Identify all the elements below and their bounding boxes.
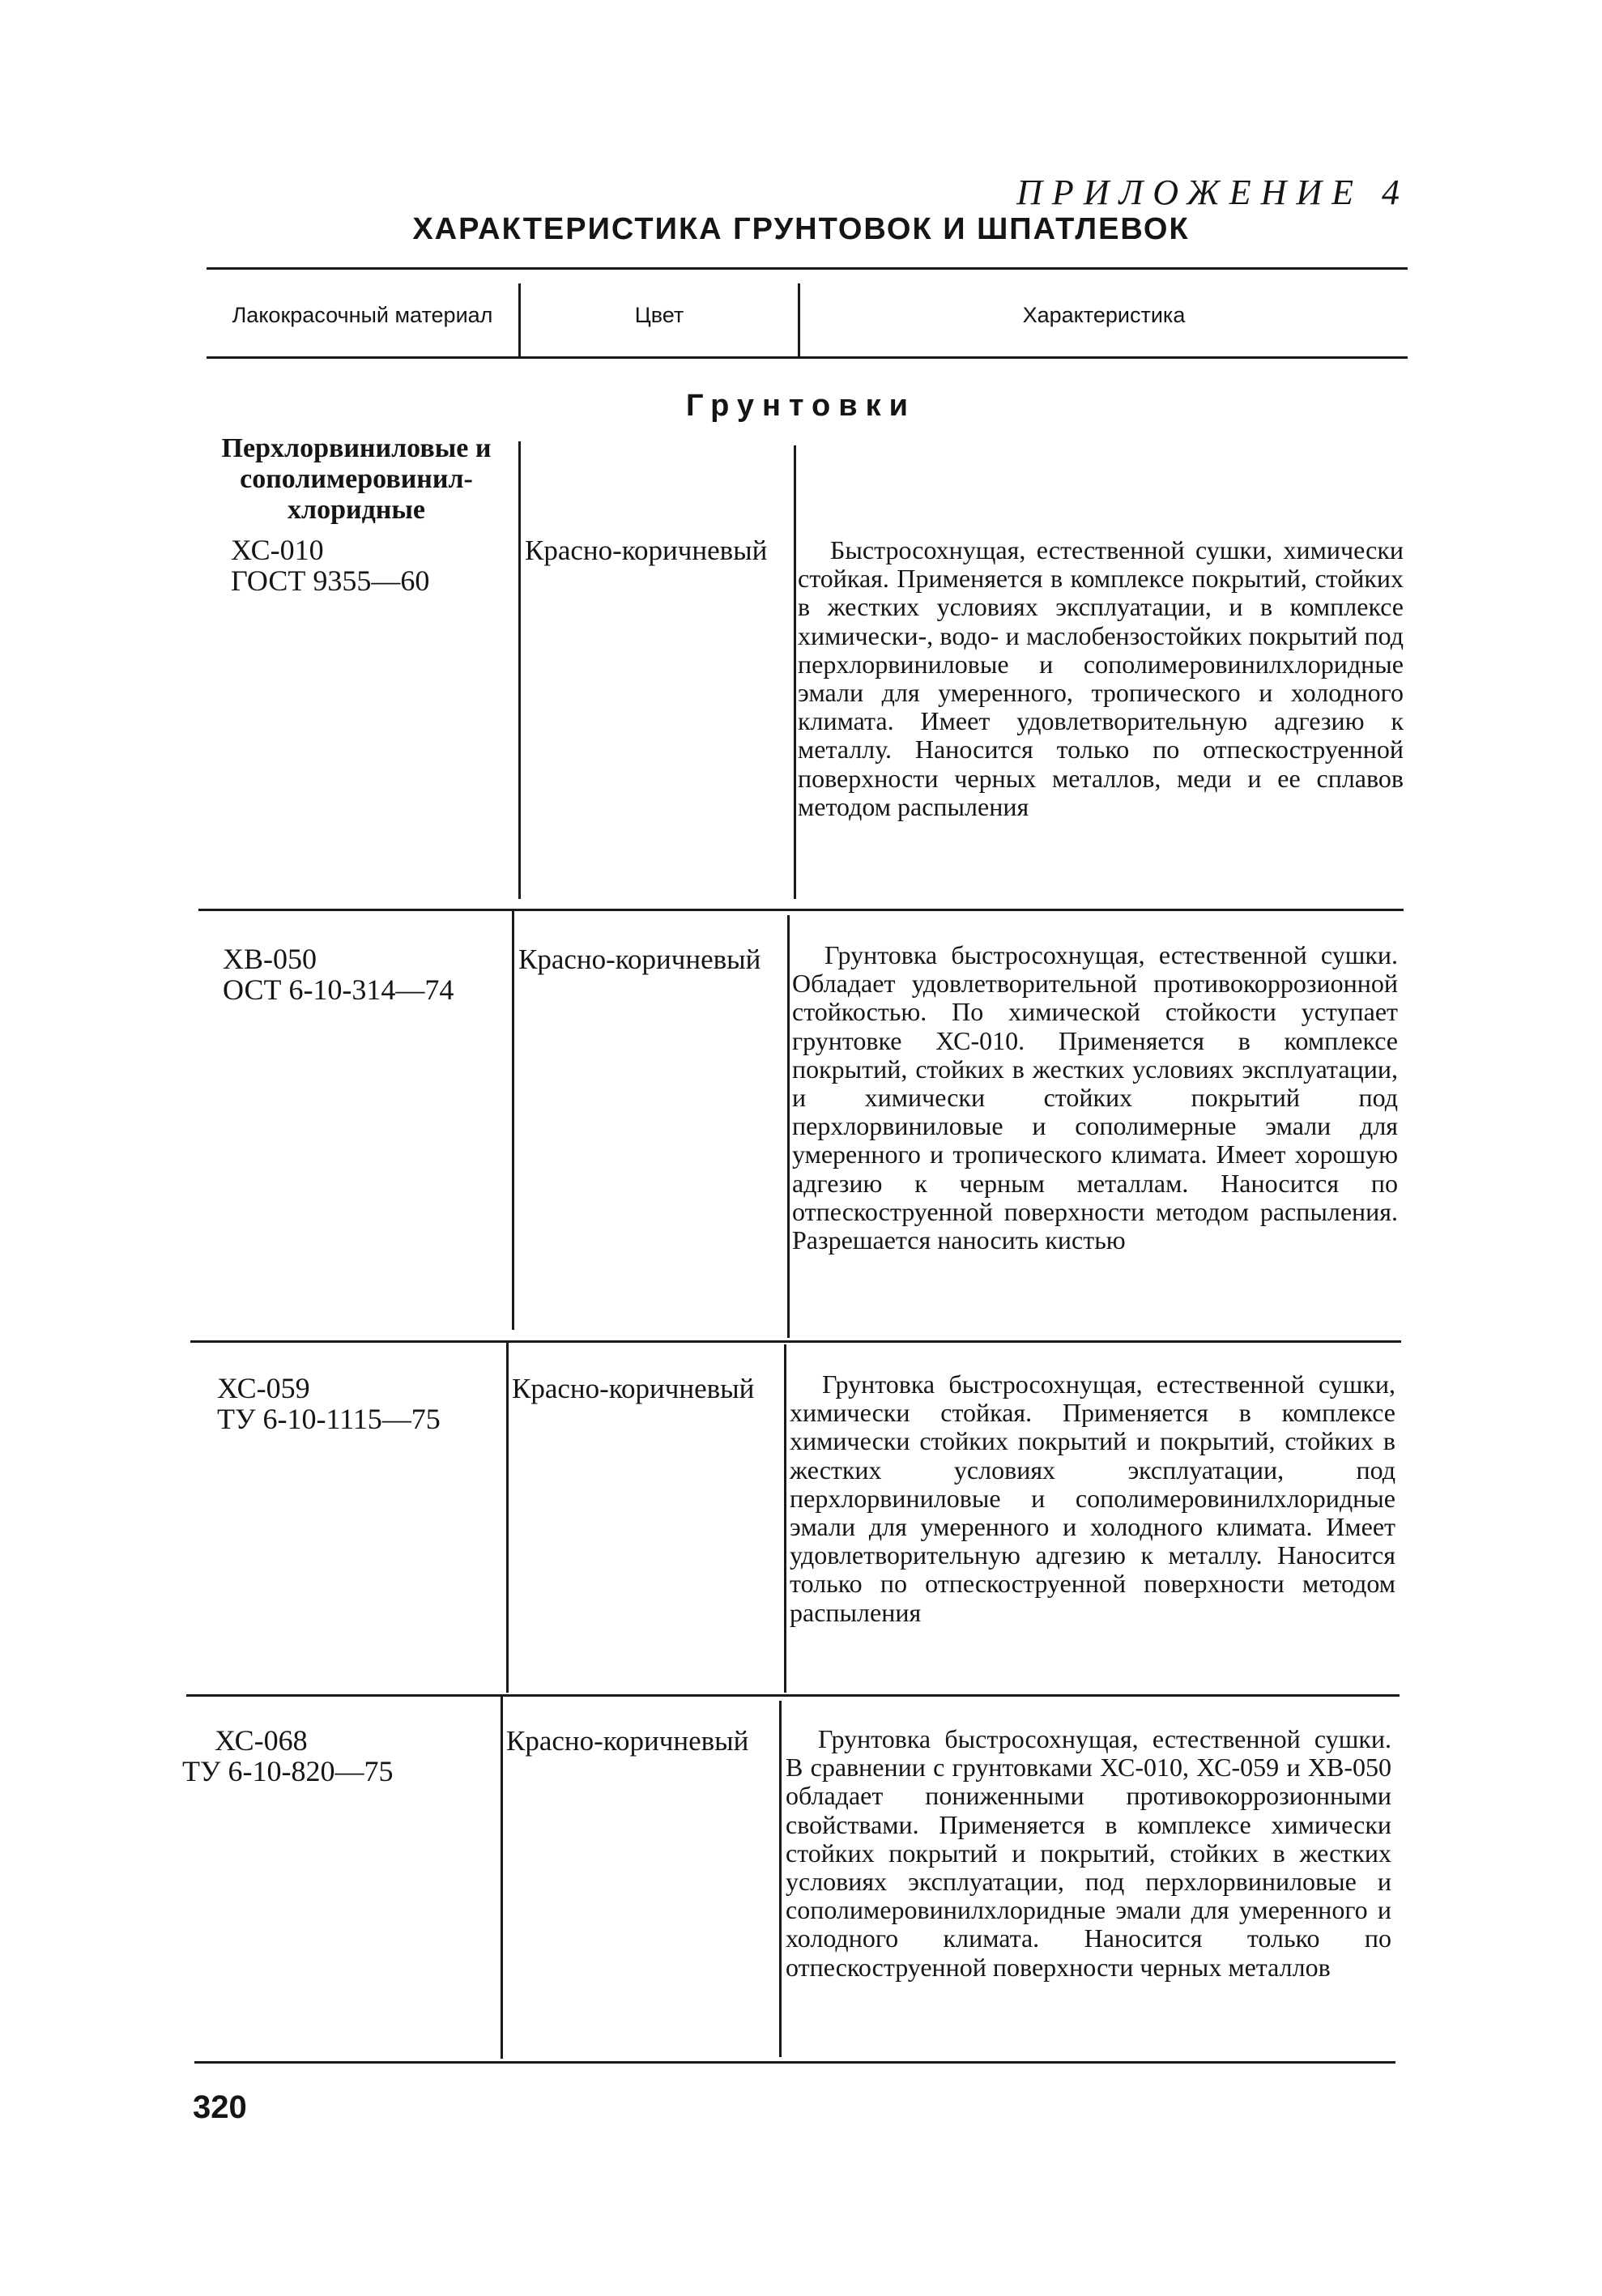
row4-divider-2 [779, 1701, 782, 2057]
row-color: Красно-коричневый [512, 1373, 755, 1404]
table-row-material [223, 944, 454, 1005]
header-material: Лакокрасочный материал [232, 303, 493, 327]
table-row-material [182, 1725, 393, 1787]
document-title: ХАРАКТЕРИСТИКА ГРУНТОВОК И ШПАТЛЕВОК [412, 212, 1190, 246]
row3-divider-1 [506, 1340, 509, 1693]
header-characteristic: Характеристика [1022, 303, 1186, 327]
row2-divider-1 [512, 909, 514, 1330]
appendix-label: ПРИЛОЖЕНИЕ 4 [1016, 173, 1409, 212]
material-standard: ГОСТ 9355—60 [231, 564, 430, 597]
page-number: 320 [193, 2089, 247, 2125]
table-top-rule [207, 267, 1408, 270]
header-color: Цвет [634, 303, 684, 327]
table-bottom-rule [194, 2061, 1395, 2064]
material-name: ХВ-050 [223, 943, 317, 975]
group-label: Перхлорвиниловые и сополимеровинил-хлоридные [221, 433, 492, 525]
row-description [792, 941, 1398, 1254]
description-text: Грунтовка быстросохнущая, естественной сушки. В сравнении с грунтовками ХС-010, ХС-059 и ХВ-050 обладает пониженными противокоррозионными свойствами. Применяется в комплексе химически стойких покрытий и покрытий, стойких в жестких условиях эксплуатации, под перхлорвиниловые и сополимеровинилхлоридные эмали для умеренного и холодного климата. Наносится только по отпескоструенной поверхности черных металлов [786, 1724, 1391, 1982]
material-standard: ТУ 6-10-1115—75 [217, 1403, 441, 1435]
section-title: Грунтовки [686, 389, 916, 423]
row-description [798, 536, 1404, 821]
header-bottom-rule [207, 356, 1408, 359]
row-description [790, 1370, 1395, 1627]
material-standard: ОСТ 6-10-314—74 [223, 973, 454, 1006]
row3-divider-2 [784, 1344, 786, 1693]
description-text: Грунтовка быстросохнущая, естественной сушки, химически стойкая. Применяется в комплексе химически стойких покрытий и покрытий, стойких в жестких условиях эксплуатации, под перхлорвиниловые и сополимеровинилхлоридные эмали для умеренного и холодного климата. Имеет удовлетворительную адгезию к металлу. Наносится только по отпескоструенной поверхности методом распыления [790, 1370, 1395, 1627]
material-name: ХС-010 [231, 534, 324, 566]
row2-divider-2 [787, 915, 790, 1338]
material-name: ХС-068 [215, 1724, 308, 1757]
table-row-material [217, 1373, 441, 1434]
row-description [786, 1725, 1391, 1982]
row1-bottom-rule [198, 909, 1404, 911]
row1-divider-1 [518, 441, 521, 899]
row-color: Красно-коричневый [518, 944, 761, 975]
row4-divider-1 [501, 1694, 503, 2059]
row1-divider-2 [794, 445, 796, 899]
row3-bottom-rule [186, 1694, 1400, 1697]
description-text: Грунтовка быстросохнущая, естественной сушки. Обладает удовлетворительной противокоррозионной стойкостью. По химической стойкости уступает грунтовке ХС-010. Применяется в комплексе покрытий, стойких в жестких условиях эксплуатации, и химически стойких покрытий под перхлорвиниловые и сополимерные эмали для умеренного и тропического климата. Имеет хорошую адгезию к черным металлам. Наносится по отпескоструенной поверхности методом распыления. Разрешается наносить кистью [792, 940, 1398, 1255]
material-standard: ТУ 6-10-820—75 [182, 1755, 394, 1787]
material-name: ХС-059 [217, 1372, 310, 1404]
row-color: Красно-коричневый [506, 1725, 749, 1757]
row2-bottom-rule [190, 1340, 1401, 1343]
description-text: Быстросохнущая, естественной сушки, химически стойкая. Применяется в комплексе покрытий, стойких в жестких условиях эксплуатации, и в комплексе химически-, водо- и маслобензостойких покрытий под перхлорвиниловые и сополимеровинилхлоридные эмали для умеренного, тропического и холодного климата. Имеет удовлетворительную адгезию к металлу. Наносится только по отпескоструенной поверхности черных металлов, меди и ее сплавов методом распыления [798, 535, 1404, 821]
table-row-material [231, 535, 429, 596]
row-color: Красно-коричневый [525, 535, 768, 566]
